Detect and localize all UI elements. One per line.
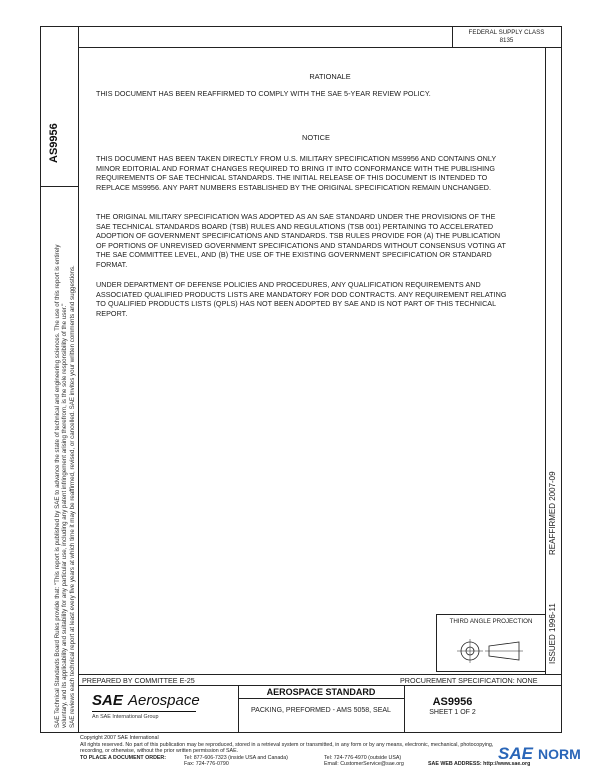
doc-column-line [40, 26, 41, 732]
order-label: TO PLACE A DOCUMENT ORDER: [80, 754, 167, 761]
vertical-doc-number: AS9956 [48, 123, 60, 163]
right-border [561, 26, 562, 732]
side-note-line1: SAE Technical Standards Board Rules provide that: "This report is published by SAE to advance the state of technical and engineering sciences. The use of this report is entirely [54, 244, 61, 728]
left-margin-line [78, 26, 79, 732]
notice-paragraph-3: UNDER DEPARTMENT OF DEFENSE POLICIES AND PROCEDURES, ANY QUALIFICATION REQUIREMENTS AND ASSOCIATED QUALIFIED PRODUCTS LISTS ARE MANDATORY FOR DOD CONTRACTS. ANY REQUIREMENT RELATING TO QUALIFIED PRODUCTS LISTS (QPLS) HAS NOT BEEN ADOPTED BY SAE AND IS NOT PART OF THIS TECHNICAL REPORT. [96, 280, 507, 318]
supply-class [452, 29, 561, 45]
reaffirmed-date: REAFFIRMED 2007-09 [548, 471, 557, 555]
rationale-text: THIS DOCUMENT HAS BEEN REAFFIRMED TO COMPLY WITH THE SAE 5-YEAR REVIEW POLICY. [96, 89, 431, 98]
supply-class-value: 8135 [499, 37, 514, 44]
copyright-line1: Copyright 2007 SAE International [80, 735, 159, 741]
watermark-sae: SAE [498, 744, 533, 763]
top-border [40, 26, 562, 27]
side-note-line3: SAE reviews each technical report at least every five years at which time it may be reaffirmed, revised, or cancelled. SAE invites your written comments and suggestions. [69, 265, 76, 728]
tel-outside: Tel: 724-776-4970 (outside USA) [324, 754, 402, 761]
sae-aerospace-logo [88, 690, 234, 730]
projection-symbol-icon [437, 631, 546, 671]
footer-doc-number: AS9956 [432, 696, 473, 708]
side-note-line2: voluntary, and its applicability and suitability for any particular use, including any patent infringement arising therefrom, is the sole responsibility of the user." [61, 303, 68, 728]
watermark-norm: NORM [538, 746, 581, 762]
sheet-number: SHEET 1 OF 2 [429, 709, 476, 716]
sae-norm-watermark [498, 742, 600, 772]
third-angle-box [436, 614, 545, 672]
logo-aerospace: Aerospace [128, 692, 200, 709]
copyright-line3: recording, or otherwise, without the prior written permission of SAE. [80, 748, 239, 755]
right-column-line [545, 48, 546, 674]
issued-date: ISSUED 1996-11 [548, 603, 557, 664]
logo-subline: An SAE International Group [92, 714, 159, 720]
standard-title: AEROSPACE STANDARD [266, 687, 376, 697]
third-angle-label: THIRD ANGLE PROJECTION [449, 618, 533, 625]
header-divider [78, 47, 562, 48]
footer-top-line [78, 674, 562, 675]
tel-inside: Tel: 877-606-7323 (inside USA and Canada) [184, 754, 288, 761]
footer-title-underline [238, 698, 404, 699]
notice-paragraph-1: THIS DOCUMENT HAS BEEN TAKEN DIRECTLY FROM U.S. MILITARY SPECIFICATION MS9956 AND CONTAINS ONLY MINOR EDITORIAL AND FORMAT CHANGES REQUIRED TO BRING IT INTO CONFORMANCE WITH THE PUBLISHING REQUIREMENTS OF SAE TECHNICAL STANDARDS. THE INITIAL RELEASE OF THIS DOCUMENT IS INTENDED TO REPLACE MS9956. ANY PART NUMBERS ESTABLISHED BY THE ORIGINAL SPECIFICATION REMAIN UNCHANGED. [96, 154, 497, 192]
footer-bottom-line [40, 732, 562, 733]
notice-paragraph-2: THE ORIGINAL MILITARY SPECIFICATION WAS ADOPTED AS AN SAE STANDARD UNDER THE PROVISIONS OF THE SAE TECHNICAL STANDARDS BOARD (TSB) RULES AND REGULATIONS (TSB 001) PERTAINING TO ACCELERATED ADOPTION OF GOVERNMENT SPECIFICATIONS AND STANDARDS. TSB RULES PROVIDE FOR (A) THE PUBLICATION OF PORTIONS OF UNREVISED GOVERNMENT SPECIFICATIONS AND STANDARDS WITHOUT CONSENSUS VOTING AT THE SAE COMMITTEE LEVEL, AND (B) THE USE OF THE EXISTING GOVERNMENT SPECIFICATION OR STANDARD FORMAT. [96, 212, 506, 269]
copyright-block [80, 735, 560, 768]
logo-sae: SAE [92, 692, 123, 709]
email: Email: CustomerService@sae.org [324, 761, 404, 768]
procurement-spec: PROCUREMENT SPECIFICATION: NONE [400, 676, 538, 685]
prepared-by: PREPARED BY COMMITTEE E-25 [82, 676, 195, 685]
rationale-title: RATIONALE [309, 72, 351, 81]
web-address: SAE WEB ADDRESS: http://www.sae.org [428, 761, 531, 768]
footer-mid-line [78, 685, 562, 686]
fax: Fax: 724-776-0790 [184, 761, 229, 768]
doc-box-bottom [40, 186, 78, 187]
copyright-line2: All rights reserved. No part of this publication may be reproduced, stored in a retrieval system or transmitted, in any form or by any means, electronic, mechanical, photocopying, [80, 741, 494, 748]
notice-title: NOTICE [302, 133, 330, 142]
supply-class-label: FEDERAL SUPPLY CLASS [468, 29, 545, 36]
standard-subtitle: PACKING, PREFORMED - AMS 5058, SEAL [251, 707, 391, 714]
